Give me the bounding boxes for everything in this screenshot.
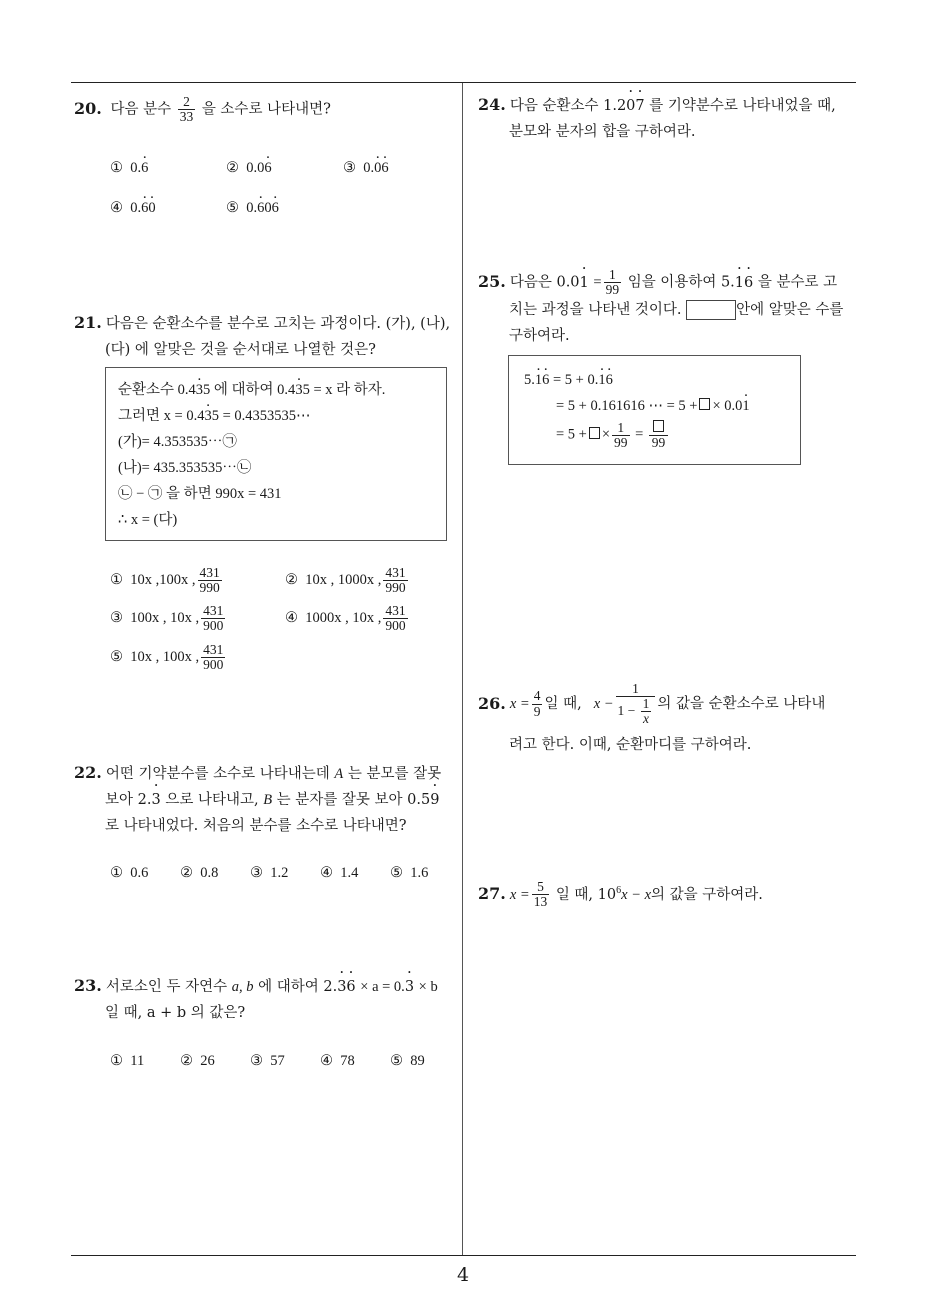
box-line-1: 5.· 1· 6 = 5 + 0.· 1· 6 [524, 372, 613, 389]
option-4[interactable]: ④ 1.4 [320, 865, 359, 881]
option-3[interactable]: ③ 100x , 10x , $\frac{431}{900}$ [110, 603, 224, 634]
bottom-rule [71, 1255, 856, 1256]
option-5[interactable]: ⑤ 10x , 100x , $\frac{431}{900}$ [110, 642, 224, 673]
question-24: 24. 다음 순환소수 1.2· 0· 7 를 기약분수로 나타내었을 때, 분모와 분자의 합을 구하여라. [478, 92, 860, 145]
box-line-4: (나)= 435.353535⋯㉡ [118, 460, 252, 476]
column-divider [462, 83, 463, 1255]
top-rule [71, 82, 856, 83]
page-number: 4 [456, 1264, 470, 1286]
fraction: $\frac{2}{33}$ [179, 94, 194, 125]
question-21: 21. 다음은 순환소수를 분수로 고치는 과정이다. (가), (나), (다) 에 알맞은 것을 순서대로 나열한 것은? [74, 313, 451, 358]
option-3[interactable]: ③ 0.· 0· 6 [343, 160, 389, 177]
option-5[interactable]: ⑤ 1.6 [390, 865, 429, 881]
box-line-2: = 5 + 0.161616 ⋯ = 5 + × 0.0· 1 [556, 398, 750, 415]
question-27: 27. x = $\frac{5}{13}$ 일 때, $10^6x - x$의 값을 구하여라. [478, 879, 763, 910]
question-number: 21. [74, 313, 102, 332]
option-4[interactable]: ④ 78 [320, 1053, 355, 1069]
option-3[interactable]: ③ 57 [250, 1053, 285, 1069]
option-2[interactable]: ② 26 [180, 1053, 215, 1069]
option-2[interactable]: ② 10x , 1000x , $\frac{431}{990}$ [285, 565, 406, 596]
option-3[interactable]: ③ 1.2 [250, 865, 289, 881]
option-2[interactable]: ② 0.0· 6 [226, 160, 272, 177]
question-22: 22. 어떤 기약분수를 소수로 나타내는데 A 는 분모를 잘못 보아 2.· 3 으로 나타내고, B 는 분자를 잘못 보아 0.5· 9 로 나타내었다. 처음의 분수를 소수로 나타내면? [74, 760, 459, 839]
question-number: 20. [74, 98, 102, 118]
option-1[interactable]: ① 0.· 6 [110, 160, 148, 177]
option-1[interactable]: ① 10x ,100x , $\frac{431}{990}$ [110, 565, 220, 596]
question-23: 23. 서로소인 두 자연수 a, b 에 대하여 2.· 3· 6 × a = 0.· 3 × b 일 때, a + b 의 값은? [74, 973, 462, 1026]
option-1[interactable]: ① 11 [110, 1053, 145, 1069]
box-line-5: ㉡ − ㉠ 을 하면 990x = 431 [118, 486, 282, 502]
option-1[interactable]: ① 0.6 [110, 865, 149, 881]
box-line-1: 순환소수 0.4· 35 에 대하여 0.4· 35 = x 라 하자. [118, 378, 385, 399]
box-line-6: ∴ x = (다) [118, 512, 178, 528]
question-25: 25. 다음은 0.0· 1 = $\frac{1}{99}$ 임을 이용하여 5.· 1· 6 을 분수로 고 치는 과정을 나타낸 것이다. 안에 알맞은 수를 구하여라. [478, 268, 863, 349]
box-line-2: 그러면 x = 0.4· 35 = 0.4353535⋯ [118, 404, 311, 425]
option-5[interactable]: ⑤ 89 [390, 1053, 425, 1069]
box-line-3: = 5 + × $\frac{1}{99}$ = 99 [556, 420, 670, 450]
answer-blank [686, 300, 736, 320]
option-4[interactable]: ④ 0.· 6· 0 [110, 200, 156, 217]
option-2[interactable]: ② 0.8 [180, 865, 219, 881]
box-line-3: (가)= 4.353535⋯㉠ [118, 434, 237, 450]
option-5[interactable]: ⑤ 0.· 60· 6 [226, 200, 279, 217]
question-26: 26. x = $\frac{4}{9}$ 일 때, x − 1 1 − $\frac{1}{x}$ 의 값을 순환소수로 나타내 려고 한다. 이때, 순환마디를 구하여라. [478, 680, 826, 753]
question-20: 20. 다음 분수 $\frac{2}{33}$ 을 소수로 나타내면? [74, 94, 331, 125]
option-4[interactable]: ④ 1000x , 10x , $\frac{431}{900}$ [285, 603, 406, 634]
